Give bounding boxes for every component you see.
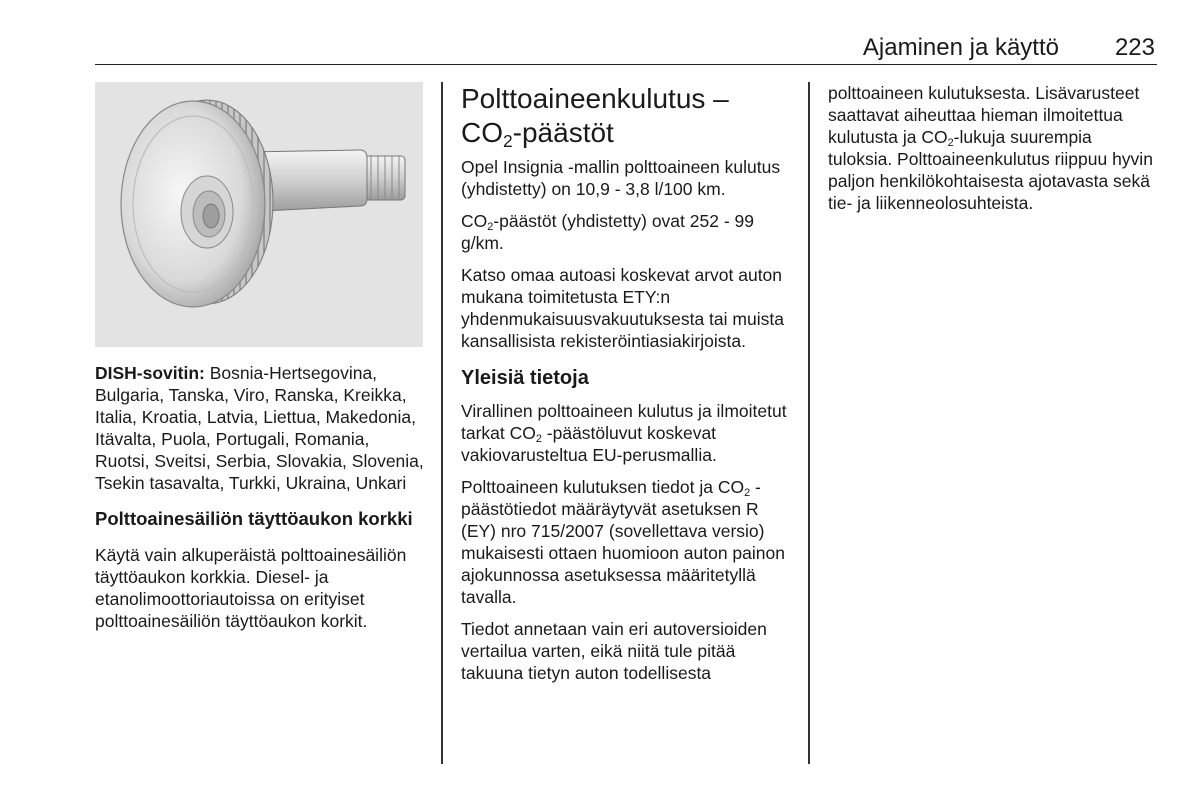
page-number: 223 [1114, 34, 1155, 61]
fuel-filler-adapter-illustration [95, 82, 423, 347]
consumption-heading-subscript: 2 [503, 131, 513, 152]
emissions-paragraph [461, 210, 791, 254]
consumption-heading [461, 82, 791, 150]
page-header [95, 34, 1157, 65]
continued-paragraph [828, 82, 1158, 214]
column-divider-left [441, 82, 443, 764]
documents-paragraph: Katso omaa autoasi koskevat arvot auton mukana toimitetusta ETY:n yhdenmukaisuusvakuutuksesta tai muista kansallisista rekisteröintiasiakirjoista. [461, 265, 784, 351]
column-divider-right [808, 82, 810, 764]
official-text-post: -päästöluvut koskevat vakiovarusteltua EU-perusmallia. [461, 423, 717, 465]
continued-text-post: -lukuja suurempia tuloksia. Polttoaineenkulutus riippuu hyvin paljon henkilökohtaisesta ajotavasta sekä tie- ja liikenneolosuhteista. [828, 127, 1153, 213]
official-text-pre: Virallinen polttoaineen kulutus ja ilmoitetut tarkat CO [461, 401, 787, 443]
section-title: Ajaminen ja käyttö [862, 34, 1059, 61]
consumption-heading-text-2: -päästöt [512, 117, 614, 148]
dish-adapter-paragraph [95, 362, 425, 494]
column-left [95, 82, 425, 642]
fuel-filler-adapter-icon [95, 82, 423, 347]
dish-adapter-label: DISH-sovitin: [95, 363, 205, 383]
column-right [828, 82, 1158, 224]
emissions-subscript: 2 [487, 221, 494, 234]
emissions-text-pre: CO [461, 211, 488, 231]
continued-subscript: 2 [947, 137, 954, 150]
regulation-text-post: -päästötiedot määräytyvät asetuksen R (EY) nro 715/2007 (sovellettava versio) mukaisesti ottaen huomioon auton painon ajokunnossa asetuksessa määritetyllä tavalla. [461, 477, 785, 607]
regulation-paragraph [461, 476, 791, 608]
column-middle [461, 82, 791, 694]
continued-text-pre: polttoaineen kulutuksesta. Lisävarusteet saattavat aiheuttaa hieman ilmoitettua kulutusta ja CO [828, 83, 1140, 147]
dish-adapter-countries: Bosnia-Hertsegovina, Bulgaria, Tanska, Viro, Ranska, Kreikka, Italia, Kroatia, Latvia, Liettua, Makedonia, Itävalta, Puola, Portugali, Romania, Ruotsi, Sveitsi, Serbia, Slovakia, Slovenia, Tsekin tasavalta, Turkki, Ukraina, Unkari [95, 363, 424, 493]
fuel-cap-paragraph: Käytä vain alkuperäistä polttoainesäiliön täyttöaukon korkkia. Diesel- ja etanolimoottoriautoissa on erityiset polttoainesäiliön täyttöaukon korkit. [95, 545, 407, 631]
comparison-paragraph: Tiedot annetaan vain eri autoversioiden vertailua varten, eikä niitä tule pitää takuuna tietyn auton todellisesta [461, 619, 767, 683]
consumption-heading-text: Polttoaineenkulutus – CO [461, 83, 729, 148]
general-info-heading: Yleisiä tietoja [461, 367, 589, 389]
regulation-text-pre: Polttoaineen kulutuksen tiedot ja CO [461, 477, 745, 497]
emissions-text-post: -päästöt (yhdistetty) ovat 252 - 99 g/km. [461, 211, 754, 253]
consumption-paragraph: Opel Insignia -mallin polttoaineen kulutus (yhdistetty) on 10,9 - 3,8 l/100 km. [461, 157, 781, 199]
official-subscript: 2 [535, 433, 542, 446]
official-consumption-paragraph [461, 400, 791, 466]
fuel-cap-heading: Polttoainesäiliön täyttöaukon korkki [95, 508, 413, 529]
regulation-subscript: 2 [744, 487, 751, 500]
